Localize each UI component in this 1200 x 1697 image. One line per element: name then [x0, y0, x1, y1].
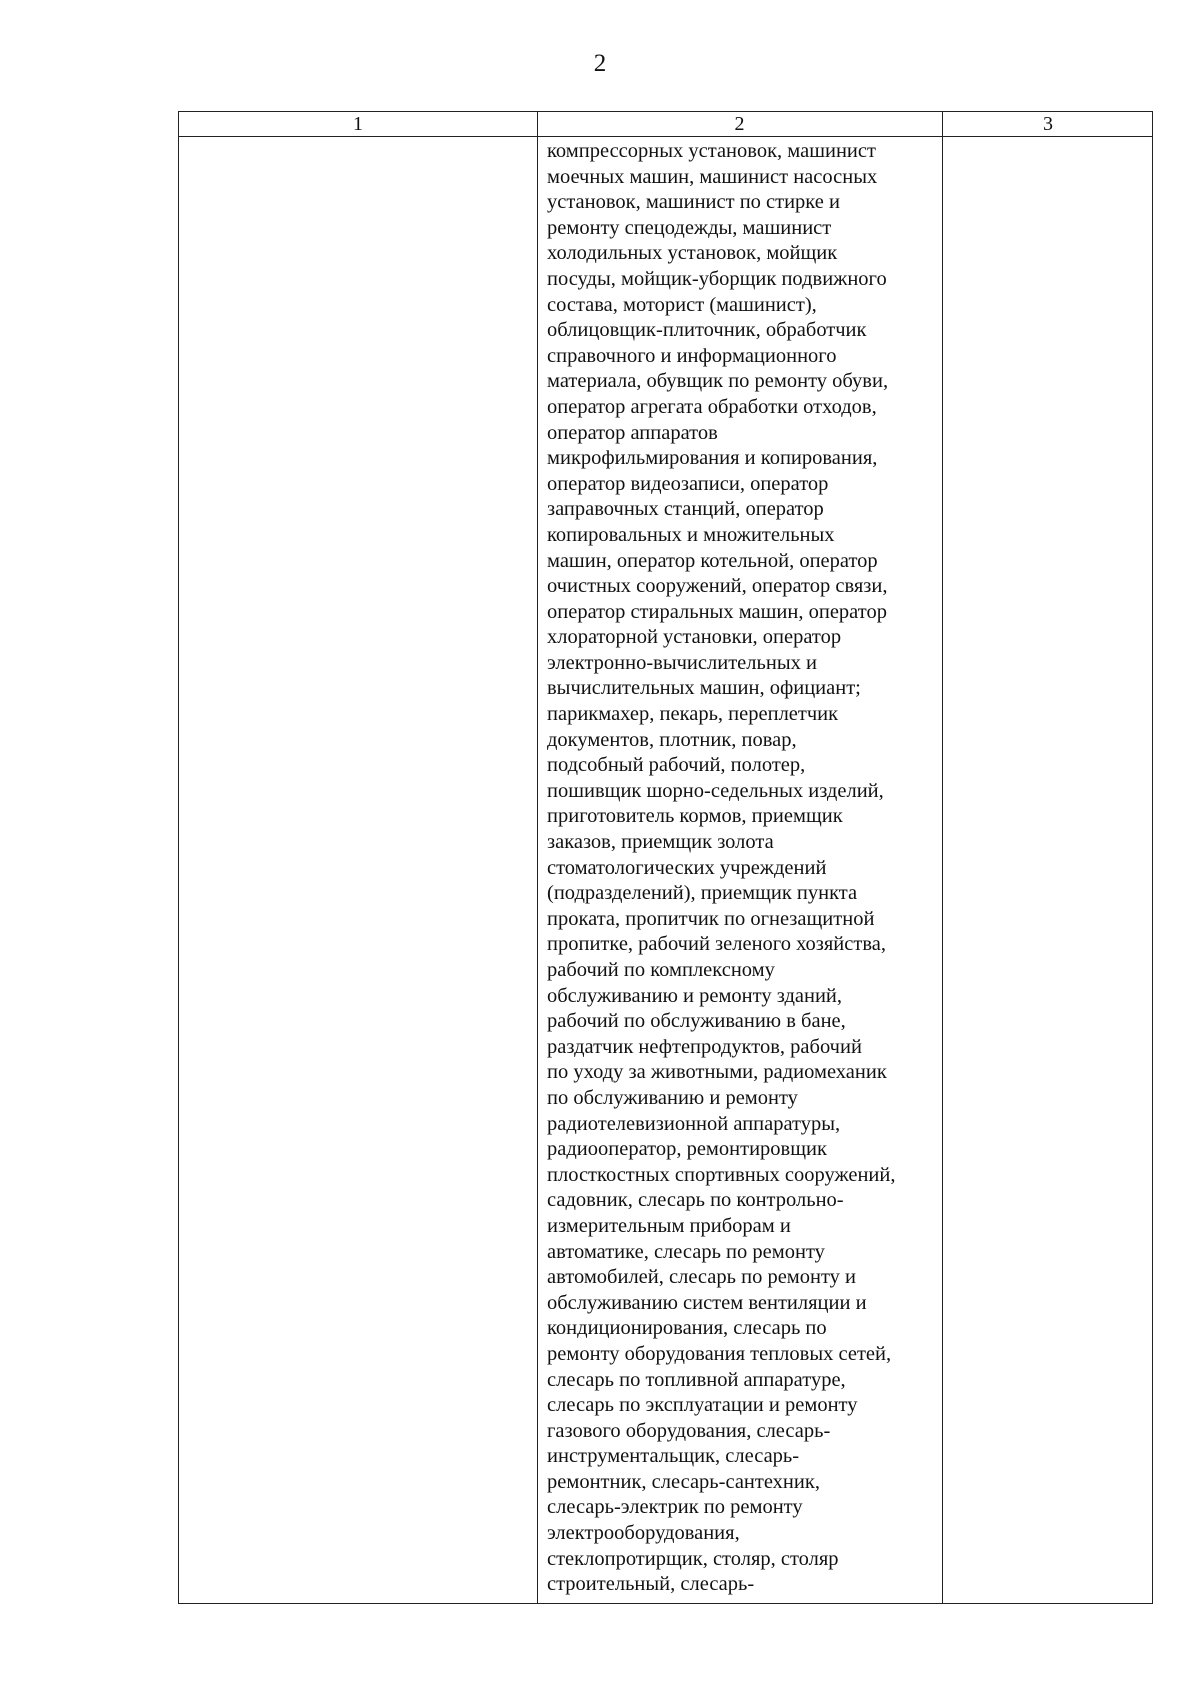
- cell-text-line: пропитке, рабочий зеленого хозяйства,: [547, 933, 886, 956]
- cell-text-line: измерительным приборам и: [547, 1214, 791, 1237]
- cell-text-line: посуды, мойщик-уборщик подвижного: [547, 267, 887, 290]
- cell-text-line: подсобный рабочий, полотер,: [547, 754, 806, 777]
- cell-text-line: обслуживанию систем вентиляции и: [547, 1291, 867, 1314]
- cell-text-line: вычислительных машин, официант;: [547, 677, 861, 700]
- cell-text-line: хлораторной установки, оператор: [547, 626, 842, 649]
- cell-text-line: электрооборудования,: [547, 1522, 740, 1545]
- cell-text-line: (подразделений), приемщик пункта: [547, 882, 858, 905]
- cell-text-line: материала, обувщик по ремонту обуви,: [547, 370, 889, 393]
- cell-text-line: по уходу за животными, радиомеханик: [547, 1061, 887, 1084]
- cell-text-line: газового оборудования, слесарь-: [547, 1419, 831, 1442]
- cell-text-line: оператор видеозаписи, оператор: [547, 472, 829, 495]
- cell-text-line: облицовщик-плиточник, обработчик: [547, 319, 867, 342]
- cell-text-line: строительный, слесарь-: [547, 1573, 755, 1596]
- cell-text-line: садовник, слесарь по контрольно-: [547, 1189, 844, 1212]
- cell-text-line: рабочий по обслуживанию в бане,: [547, 1010, 846, 1033]
- cell-text-line: заправочных станций, оператор: [547, 498, 824, 521]
- cell-text-line: автоматике, слесарь по ремонту: [547, 1240, 825, 1263]
- cell-text-line: копировальных и множительных: [547, 523, 835, 546]
- cell-text-line: автомобилей, слесарь по ремонту и: [547, 1266, 857, 1289]
- document-table: [178, 111, 1153, 1604]
- cell-text-line: парикмахер, пекарь, переплетчик: [547, 703, 839, 726]
- cell-text-line: очистных сооружений, оператор связи,: [547, 575, 888, 598]
- cell-text-line: приготовитель кормов, приемщик: [547, 805, 843, 828]
- cell-text-line: установок, машинист по стирке и: [547, 191, 840, 214]
- header-divider: [179, 136, 1152, 137]
- cell-text-line: кондиционирования, слесарь по: [547, 1317, 827, 1340]
- cell-text-line: ремонту оборудования тепловых сетей,: [547, 1342, 892, 1365]
- cell-text-line: проката, пропитчик по огнезащитной: [547, 907, 875, 930]
- cell-text-line: ремонту спецодежды, машинист: [547, 216, 832, 239]
- column-divider-1: [537, 112, 538, 1603]
- cell-text-line: слесарь-электрик по ремонту: [547, 1496, 803, 1519]
- cell-text-line: инструментальщик, слесарь-: [547, 1445, 800, 1468]
- column-2-cell: [547, 139, 939, 1598]
- cell-text-line: электронно-вычислительных и: [547, 651, 817, 674]
- cell-text-line: стоматологических учреждений: [547, 856, 827, 879]
- cell-text-line: машин, оператор котельной, оператор: [547, 549, 878, 572]
- column-header-3: 3: [1043, 113, 1053, 135]
- column-divider-2: [942, 112, 943, 1603]
- column-header-2: 2: [734, 113, 745, 135]
- cell-text-line: холодильных установок, мойщик: [547, 242, 838, 265]
- cell-text-line: радиотелевизионной аппаратуры,: [547, 1112, 841, 1135]
- cell-text-line: обслуживанию и ремонту зданий,: [547, 984, 843, 1007]
- cell-text-line: документов, плотник, повар,: [547, 728, 797, 751]
- cell-text-line: рабочий по комплексному: [547, 959, 775, 981]
- cell-text-line: ремонтник, слесарь-сантехник,: [547, 1470, 820, 1493]
- cell-text-line: состава, моторист (машинист),: [547, 293, 817, 316]
- column-header-1: 1: [353, 113, 363, 135]
- cell-text-line: слесарь по эксплуатации и ремонту: [547, 1394, 858, 1417]
- cell-text-line: заказов, приемщик золота: [547, 831, 774, 854]
- cell-text-line: по обслуживанию и ремонту: [547, 1086, 798, 1109]
- cell-text-line: оператор агрегата обработки отходов,: [547, 395, 877, 418]
- cell-text-line: радиооператор, ремонтировщик: [547, 1138, 827, 1161]
- cell-text-line: раздатчик нефтепродуктов, рабочий: [547, 1035, 862, 1058]
- cell-text-line: слесарь по топливной аппаратуре,: [547, 1368, 846, 1391]
- cell-text-line: справочного и информационного: [547, 344, 837, 367]
- cell-text-line: компрессорных установок, машинист: [547, 140, 876, 162]
- cell-text-line: оператор стиральных машин, оператор: [547, 600, 887, 623]
- cell-text-line: стеклопротирщик, столяр, столяр: [547, 1547, 839, 1570]
- cell-text-line: микрофильмирования и копирования,: [547, 447, 878, 470]
- page-number: 2: [593, 50, 607, 77]
- cell-text-line: плосткостных спортивных сооружений,: [547, 1163, 896, 1186]
- cell-text-line: пошивщик шорно-седельных изделий,: [547, 779, 884, 802]
- cell-text-line: оператор аппаратов: [547, 421, 718, 444]
- cell-text-line: моечных машин, машинист насосных: [547, 165, 878, 188]
